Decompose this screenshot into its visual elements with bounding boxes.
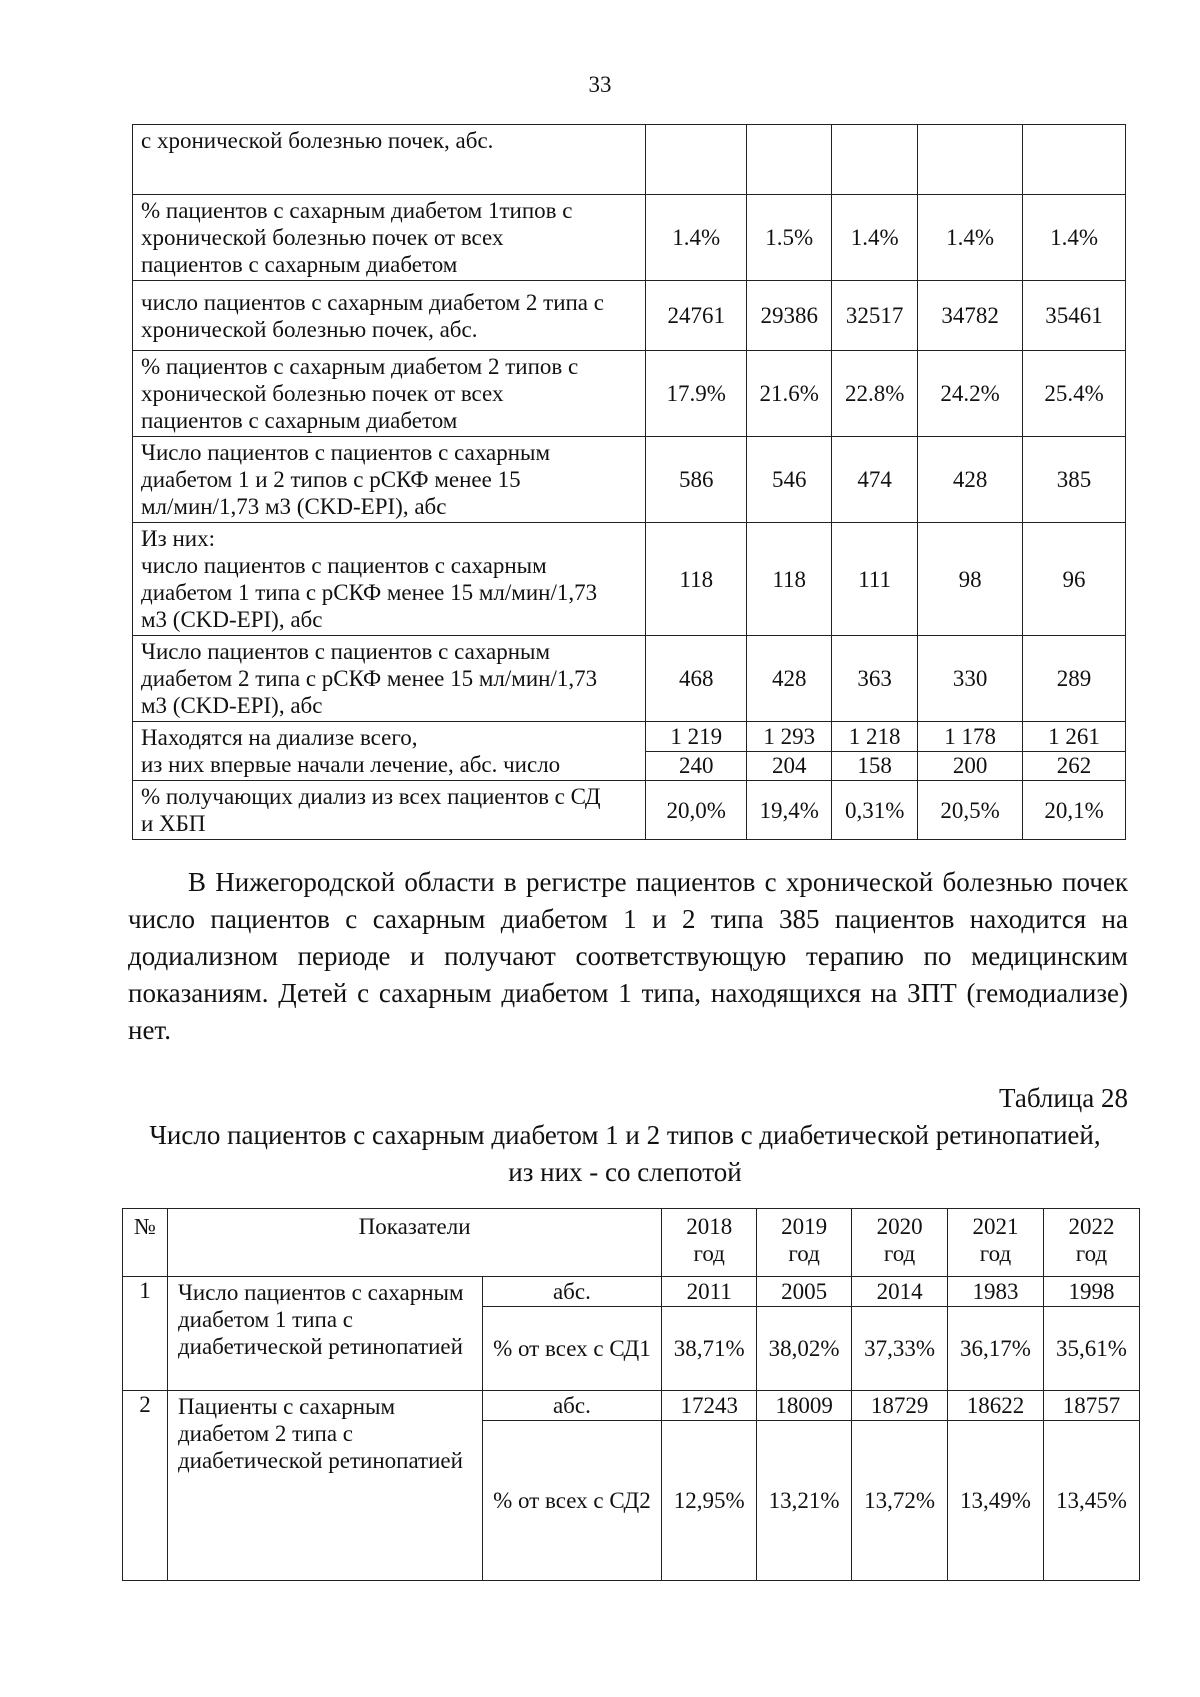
table-row [133,437,1126,523]
cell-2022: 385 [1023,437,1126,523]
dialysis-percent-row [133,781,1126,840]
header-year-2021 [948,1209,1044,1277]
cell-2020: 1.4% [832,195,918,281]
cell-2022: 289 [1023,636,1126,722]
row-label: с хронической болезнью почек, абс. [133,125,646,195]
cell-2022: 1.4% [1023,195,1126,281]
indicator-label: Число пациентов с сахарным диабетом 1 типа с диабетической ретинопатией [167,1277,482,1391]
cell-2020: 474 [832,437,918,523]
cell-2021: 98 [918,523,1023,636]
row-number: 1 [123,1277,168,1391]
indicator-label: Пациенты с сахарным диабетом 2 типа с диабетической ретинопатией [167,1391,482,1581]
cell-2019: 428 [747,636,832,722]
year-label: 2022 [1068,1214,1115,1239]
table-row [123,1277,1140,1307]
header-row [123,1209,1140,1277]
row-label: % получающих диализ из всех пациентов с СД и ХБП [133,781,646,840]
row-label: Число пациентов с пациентов с сахарным диабетом 2 типа с рСКФ менее 15 мл/мин/1,73 м3 (CKD-EPI), абс [133,636,646,722]
row-number: 2 [123,1391,168,1581]
cell-2021: 1.4% [918,195,1023,281]
cell-2018: 1.4% [646,195,747,281]
cell-2022: 35461 [1023,281,1126,351]
table-caption [120,1117,1130,1191]
cell-2018: 17.9% [646,351,747,437]
table-row [123,1391,1140,1421]
cell-2018: 118 [646,523,747,636]
cell-2021: 34782 [918,281,1023,351]
page-number: 33 [588,72,612,97]
cell-2018: 17243 [662,1391,757,1421]
dialysis-total-2020: 1 218 [832,722,918,752]
caption-line-2: из них - со слепотой [508,1157,742,1187]
year-label: 2021 [972,1214,1019,1239]
cell-2022: 25.4% [1023,351,1126,437]
cell-2019: 29386 [747,281,832,351]
dialysis-first-2020: 158 [832,751,918,781]
dialysis-label: Находятся на диализе всего, из них впервые начали лечение, абс. число [133,722,646,781]
dialysis-total-2022: 1 261 [1023,722,1126,752]
row-label: Из них: число пациентов с пациентов с сахарным диабетом 1 типа с рСКФ менее 15 мл/мин/1,73 м3 (CKD-EPI), абс [133,523,646,636]
year-unit: год [1075,1241,1108,1266]
year-label: 2018 [686,1214,733,1239]
cell-2020 [832,125,918,195]
cell-2021: 428 [918,437,1023,523]
table-number: Таблица 28 [999,1083,1128,1113]
cell-2021: 330 [918,636,1023,722]
header-year-2018 [662,1209,757,1277]
cell-2019: 13,21% [757,1421,852,1581]
cell-2021: 36,17% [948,1307,1044,1391]
dialysis-first-2022: 262 [1023,751,1126,781]
cell-2022: 96 [1023,523,1126,636]
table-row [133,281,1126,351]
year-unit: год [979,1241,1012,1266]
table-row [133,195,1126,281]
unit-label: % от всех с СД1 [482,1307,662,1391]
cell-2018: 38,71% [662,1307,757,1391]
dialysis-total-2019: 1 293 [747,722,832,752]
dialysis-total-2021: 1 178 [918,722,1023,752]
cell-2020: 363 [832,636,918,722]
cell-2018: 20,0% [646,781,747,840]
dialysis-first-2021: 200 [918,751,1023,781]
row-label: % пациентов с сахарным диабетом 1типов с хронической болезнью почек от всех пациентов с сахарным диабетом [133,195,646,281]
row-label: Число пациентов с пациентов с сахарным диабетом 1 и 2 типов с рСКФ менее 15 мл/мин/1,73 м3 (CKD-EPI), абс [133,437,646,523]
cell-2020: 18729 [852,1391,948,1421]
cell-2018: 586 [646,437,747,523]
cell-2018 [646,125,747,195]
year-unit: год [693,1241,725,1266]
cell-2019: 38,02% [757,1307,852,1391]
body-paragraph: В Нижегородской области в регистре пациентов с хронической болезнью почек число пациентов с сахарным диабетом 1 и 2 типа 385 пациентов находится на додиализном периоде и получают соответствующую терапию по медицинским показаниям. Детей с сахарным диабетом 1 типа, находящихся на ЗПТ (гемодиализе) нет. [128,867,1128,1045]
table-row [133,125,1126,195]
header-indicators: Показатели [167,1209,661,1277]
cell-2021: 1983 [948,1277,1044,1307]
year-label: 2019 [781,1214,828,1239]
cell-2019: 2005 [757,1277,852,1307]
cell-2020: 37,33% [852,1307,948,1391]
year-label: 2020 [876,1214,923,1239]
cell-2018: 468 [646,636,747,722]
row-label: % пациентов с сахарным диабетом 2 типов с хронической болезнью почек от всех пациентов с сахарным диабетом [133,351,646,437]
table-row [133,523,1126,636]
dialysis-total-row [133,722,1126,752]
header-year-2020 [852,1209,948,1277]
unit-label: % от всех с СД2 [482,1421,662,1581]
cell-2020: 32517 [832,281,918,351]
caption-line-1: Число пациентов с сахарным диабетом 1 и 2 типов с диабетической ретинопатией, [149,1120,1101,1150]
cell-2018: 24761 [646,281,747,351]
header-year-2022 [1043,1209,1139,1277]
cell-2020: 2014 [852,1277,948,1307]
cell-2022: 18757 [1043,1391,1139,1421]
year-unit: год [788,1241,820,1266]
retinopathy-table [122,1208,1140,1581]
ckd-table [132,124,1126,840]
unit-label: абс. [482,1391,662,1421]
cell-2021: 24.2% [918,351,1023,437]
cell-2019: 546 [747,437,832,523]
cell-2022: 35,61% [1043,1307,1139,1391]
table-row [133,351,1126,437]
header-year-2019 [757,1209,852,1277]
cell-2022: 1998 [1043,1277,1139,1307]
cell-2021 [918,125,1023,195]
cell-2019: 1.5% [747,195,832,281]
cell-2020: 13,72% [852,1421,948,1581]
cell-2021: 20,5% [918,781,1023,840]
cell-2019: 18009 [757,1391,852,1421]
cell-2020: 22.8% [832,351,918,437]
unit-label: абс. [482,1277,662,1307]
cell-2021: 18622 [948,1391,1044,1421]
cell-2018: 12,95% [662,1421,757,1581]
row-label: число пациентов с сахарным диабетом 2 типа с хронической болезнью почек, абс. [133,281,646,351]
cell-2020: 0,31% [832,781,918,840]
cell-2019: 118 [747,523,832,636]
cell-2019: 19,4% [747,781,832,840]
dialysis-first-2018: 240 [646,751,747,781]
cell-2019 [747,125,832,195]
cell-2022: 13,45% [1043,1421,1139,1581]
cell-2020: 111 [832,523,918,636]
dialysis-total-2018: 1 219 [646,722,747,752]
year-unit: год [883,1241,916,1266]
header-num: № [123,1209,168,1277]
cell-2022 [1023,125,1126,195]
table-row [133,636,1126,722]
cell-2019: 21.6% [747,351,832,437]
cell-2022: 20,1% [1023,781,1126,840]
dialysis-first-2019: 204 [747,751,832,781]
cell-2018: 2011 [662,1277,757,1307]
cell-2021: 13,49% [948,1421,1044,1581]
